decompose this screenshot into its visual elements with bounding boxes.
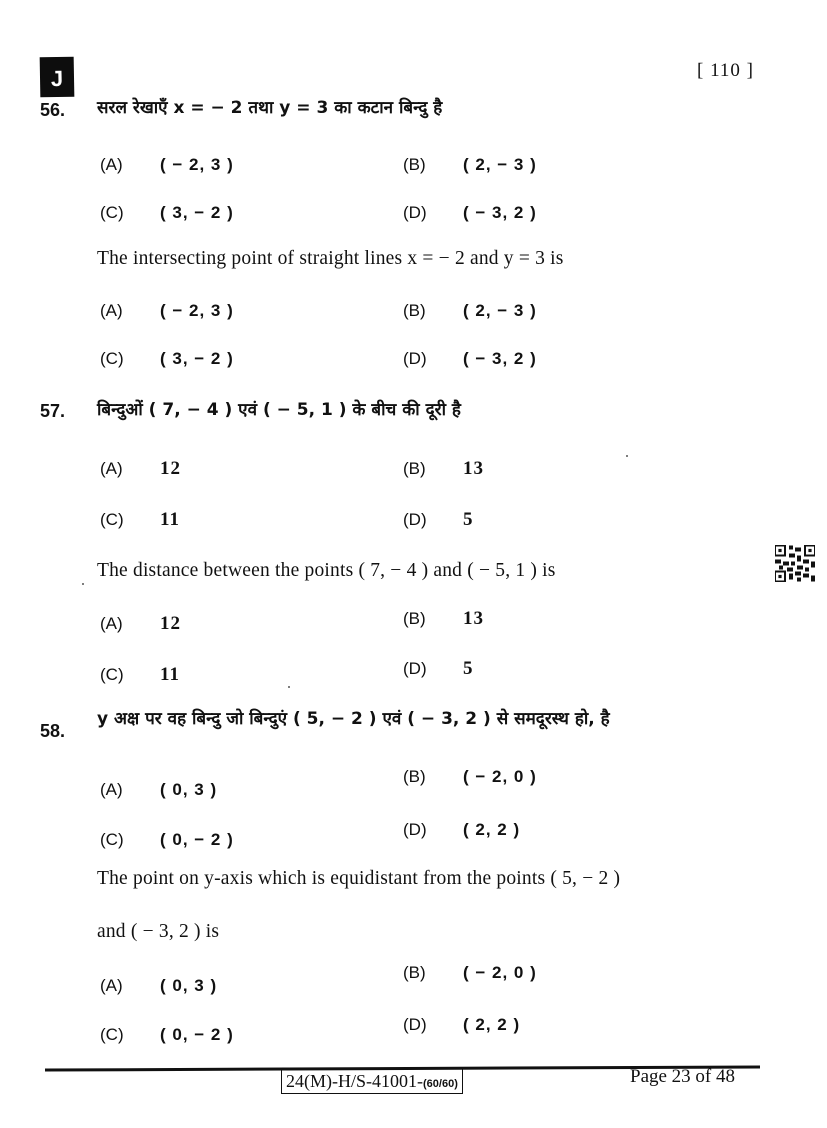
paper-code: 24(M)-H/S-41001- [286, 1071, 423, 1091]
option-value: 11 [160, 664, 180, 685]
question-58-english-line1: The point on y-axis which is equidistant from the points ( 5, − 2 ) [97, 868, 621, 889]
q56-hi-option-a [100, 155, 234, 175]
q56-en-option-a [100, 301, 234, 321]
option-label: (A) [100, 155, 123, 174]
option-value: ( 3, − 2 ) [160, 203, 234, 222]
option-label: (D) [403, 349, 427, 368]
option-value: 13 [463, 608, 484, 629]
option-label: (D) [403, 510, 427, 529]
page-marker: [ 110 ] [697, 60, 754, 81]
q56-en-option-b [403, 301, 537, 321]
q58-en-option-d [403, 1015, 520, 1035]
page-number: Page 23 of 48 [630, 1066, 736, 1087]
qr-code-icon [775, 545, 815, 582]
option-label: (B) [403, 459, 426, 478]
option-value: 5 [463, 509, 474, 530]
option-value: ( 0, 3 ) [160, 976, 218, 995]
option-label: (D) [403, 820, 427, 839]
option-label: (C) [100, 830, 124, 849]
option-value: 13 [463, 458, 484, 479]
option-label: (A) [100, 459, 123, 478]
q56-hi-option-d [403, 203, 537, 223]
question-56-english: The intersecting point of straight lines x = − 2 and y = 3 is [97, 248, 564, 269]
option-value: ( 3, − 2 ) [160, 349, 234, 368]
option-value: ( 2, 2 ) [463, 1015, 521, 1034]
option-value: ( 2, 2 ) [463, 820, 521, 839]
option-label: (D) [403, 203, 427, 222]
option-value: ( − 2, 0 ) [463, 963, 537, 982]
paper-code-box [281, 1068, 463, 1094]
option-value: ( 0, − 2 ) [160, 830, 234, 849]
paper-code-suffix: (60/60) [423, 1078, 458, 1090]
q56-hi-option-c [100, 203, 234, 223]
option-label: (C) [100, 1025, 124, 1044]
question-number-58: 58. [40, 721, 66, 741]
option-value: ( 0, − 2 ) [160, 1025, 234, 1044]
option-label: (D) [403, 1015, 427, 1034]
question-58-hindi: y अक्ष पर वह बिन्दु जो बिन्दुएं ( 5, − 2 ) एवं ( − 3, 2 ) से समदूरस्थ हो, है [97, 709, 610, 729]
option-value: 11 [160, 509, 180, 530]
option-value: ( − 2, 3 ) [160, 301, 234, 320]
q57-hi-option-d [403, 509, 474, 531]
option-value: 12 [160, 458, 181, 479]
q57-en-option-c [100, 664, 180, 686]
option-label: (C) [100, 349, 124, 368]
question-57-hindi: बिन्दुओं ( 7, − 4 ) एवं ( − 5, 1 ) के बीच की दूरी है [97, 400, 461, 420]
option-label: (C) [100, 510, 124, 529]
option-value: 5 [463, 658, 474, 679]
q57-hi-option-b [403, 458, 484, 480]
option-label: (B) [403, 609, 426, 628]
option-value: ( 0, 3 ) [160, 780, 218, 799]
question-number-56: 56. [40, 100, 66, 120]
option-value: ( 2, − 3 ) [463, 301, 537, 320]
q57-hi-option-a [100, 458, 181, 480]
option-value: ( − 3, 2 ) [463, 349, 537, 368]
question-58-english-line2: and ( − 3, 2 ) is [97, 921, 220, 942]
question-56-hindi: सरल रेखाएँ x = − 2 तथा y = 3 का कटान बिन्दु है [97, 98, 443, 118]
option-value: ( − 2, 3 ) [160, 155, 234, 174]
scan-speck [626, 455, 628, 457]
q56-en-option-d [403, 349, 537, 369]
option-value: ( 2, − 3 ) [463, 155, 537, 174]
option-label: (A) [100, 976, 123, 995]
option-label: (D) [403, 659, 427, 678]
q58-hi-option-c [100, 830, 234, 850]
option-value: ( − 2, 0 ) [463, 767, 537, 786]
q57-en-option-d [403, 658, 474, 680]
q58-en-option-c [100, 1025, 234, 1045]
option-label: (C) [100, 665, 124, 684]
option-label: (A) [100, 780, 123, 799]
q58-en-option-a [100, 976, 217, 996]
q58-hi-option-b [403, 767, 537, 787]
option-label: (B) [403, 155, 426, 174]
option-label: (A) [100, 301, 123, 320]
scan-speck [288, 686, 290, 688]
q58-hi-option-a [100, 780, 217, 800]
option-label: (A) [100, 614, 123, 633]
option-label: (B) [403, 767, 426, 786]
option-value: ( − 3, 2 ) [463, 203, 537, 222]
q58-hi-option-d [403, 820, 520, 840]
q57-en-option-b [403, 608, 484, 630]
question-number-57: 57. [40, 401, 66, 421]
q56-en-option-c [100, 349, 234, 369]
q57-hi-option-c [100, 509, 180, 531]
option-label: (C) [100, 203, 124, 222]
option-label: (B) [403, 963, 426, 982]
q56-hi-option-b [403, 155, 537, 175]
scan-speck [82, 583, 84, 585]
option-label: (B) [403, 301, 426, 320]
question-57-english: The distance between the points ( 7, − 4 ) and ( − 5, 1 ) is [97, 560, 556, 581]
option-value: 12 [160, 613, 181, 634]
set-code-badge: J [40, 57, 75, 98]
q57-en-option-a [100, 613, 181, 635]
q58-en-option-b [403, 963, 537, 983]
